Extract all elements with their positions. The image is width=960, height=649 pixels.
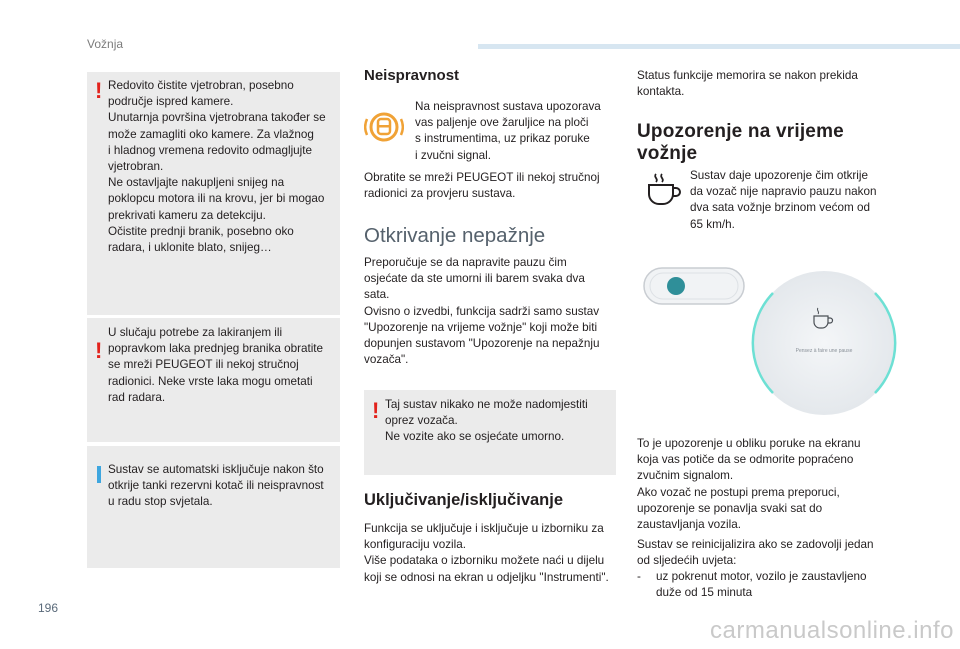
text-line: Funkcija se uključuje i isključuje u izborniku za xyxy=(364,522,604,535)
note-line: Unutarnja površina vjetrobrana također se xyxy=(108,111,326,125)
text-line: Sustav se reinicijalizira ako se zadovolji jedan xyxy=(637,538,874,551)
display-message: Pensez à faire une pause xyxy=(795,348,853,354)
section-title-otkrivanje: Otkrivanje nepažnje xyxy=(364,224,546,247)
note-line: se mreži PEUGEOT ili nekoj stručnoj xyxy=(108,358,299,372)
coffee-cup-icon xyxy=(644,172,682,208)
note-driver-vigilance xyxy=(364,390,616,475)
text-line: To je upozorenje u obliku poruke na ekranu xyxy=(637,437,861,450)
note-line: radara, i uklonite blato, snijeg… xyxy=(108,241,272,255)
list-dash: - xyxy=(637,570,641,583)
text-line: s instrumentima, uz prikaz poruke xyxy=(415,132,590,146)
section-title-ukljucivanje: Uključivanje/isključivanje xyxy=(364,491,564,509)
text-line: 65 km/h. xyxy=(690,217,735,231)
text-line: koji se odnosi na ekran u odjeljku "Instrumenti". xyxy=(364,570,609,584)
note-line: Ne ostavljajte nakupljeni snijeg na xyxy=(108,176,285,190)
note-line: prekrivati kameru za detekciju. xyxy=(108,208,266,222)
warning-icon: ! xyxy=(372,398,380,423)
note-line: može zamagliti oko kamere. Za vlažnog xyxy=(108,127,314,141)
note-line: Redovito čistite vjetrobran, posebno xyxy=(108,79,294,92)
note-line: poklopcu motora ili na krovu, jer bi mogao xyxy=(108,192,325,206)
instrument-panel-illustration xyxy=(640,258,902,428)
text-line: osjećate da ste umorni ili barem svaka dva xyxy=(364,272,585,286)
alert-warning-lamp-icon xyxy=(364,107,404,147)
text-line: dopunjen sustavom "Upozorenje na nepažnju xyxy=(364,337,600,351)
text-line: Status funkcije memorira se nakon prekida xyxy=(637,69,858,82)
text-line: zvučnim signalom. xyxy=(637,469,734,483)
text-line: radionici za provjeru sustava. xyxy=(364,187,516,201)
note-line: Taj sustav nikako ne može nadomjestiti xyxy=(385,398,588,411)
note-line: radionici. Neke vrste laka mogu ometati xyxy=(108,374,313,388)
watermark: carmanualsonline.info xyxy=(710,617,954,644)
note-line: otkrije tanki rezervni kotač ili neispravnost xyxy=(108,479,324,493)
note-line: Očistite prednji branik, posebno oko xyxy=(108,224,294,238)
warning-icon: ! xyxy=(95,78,103,103)
note-line: U slučaju potrebe za lakiranjem ili xyxy=(108,326,283,339)
text-line: upozorenje se ponavlja svaki sat do xyxy=(637,501,823,515)
note-line: oprez vozača. xyxy=(385,414,458,428)
text-line: Ako vozač ne postupi prema preporuci, xyxy=(637,485,840,499)
text-line: Preporučuje se da napravite pauzu čim xyxy=(364,256,567,269)
text-line: koja vas potiče da se odmorite popraćeno xyxy=(637,453,854,467)
text-line: vozača". xyxy=(364,353,409,367)
text-line: vas paljenje ove žaruljice na ploči xyxy=(415,116,589,130)
note-auto-disable xyxy=(87,446,340,568)
text-line: duže od 15 minuta xyxy=(656,586,753,600)
text-line: od sljedećih uvjeta: xyxy=(637,554,737,568)
text-line: dva sata vožnje brzinom većom od xyxy=(690,201,870,215)
text-line: zaustavljanja vozila. xyxy=(637,518,741,532)
note-bumper-paint xyxy=(87,318,340,442)
note-line: Ne vozite ako se osjećate umorno. xyxy=(385,430,565,444)
warning-icon: ! xyxy=(95,338,103,363)
note-line: područje ispred kamere. xyxy=(108,95,234,109)
section-title-upozorenje: vožnje xyxy=(637,143,698,164)
running-header: Vožnja xyxy=(87,37,124,51)
header-bar xyxy=(478,44,960,49)
note-line: Sustav se automatski isključuje nakon što xyxy=(108,463,324,476)
text-line: "Upozorenje na vrijeme vožnje" koji može biti xyxy=(364,320,598,334)
section-title-neispravnost: Neispravnost xyxy=(364,67,460,84)
note-line: rad radara. xyxy=(108,390,166,404)
info-icon xyxy=(97,466,101,483)
text-line: Ovisno o izvedbi, funkcija sadrži samo sustav xyxy=(364,304,600,318)
text-line: Sustav daje upozorenje čim otkrije xyxy=(690,169,869,182)
text-line: Više podataka o izborniku možete naći u dijelu xyxy=(364,554,605,568)
text-line: Na neispravnost sustava upozorava xyxy=(415,100,601,113)
note-line: vjetrobran. xyxy=(108,160,164,174)
text-line: konfiguraciju vozila. xyxy=(364,538,466,552)
text-line: Obratite se mreži PEUGEOT ili nekoj stručnoj xyxy=(364,171,600,184)
text-line: kontakta. xyxy=(637,85,685,99)
text-line: da vozač nije napravio pauzu nakon xyxy=(690,185,877,199)
note-line: popravkom laka prednjeg branika obratite xyxy=(108,342,324,356)
note-camera-cleaning xyxy=(87,72,340,315)
note-line: i hladnog vremena redovito odmagljujte xyxy=(108,143,313,157)
text-line: uz pokrenut motor, vozilo je zaustavljeno xyxy=(656,570,867,583)
note-line: u radu stop svjetala. xyxy=(108,495,213,509)
text-line: i zvučni signal. xyxy=(415,148,492,162)
page-number: 196 xyxy=(38,601,59,615)
text-line: sata. xyxy=(364,288,390,302)
section-title-upozorenje: Upozorenje na vrijeme xyxy=(637,121,844,142)
